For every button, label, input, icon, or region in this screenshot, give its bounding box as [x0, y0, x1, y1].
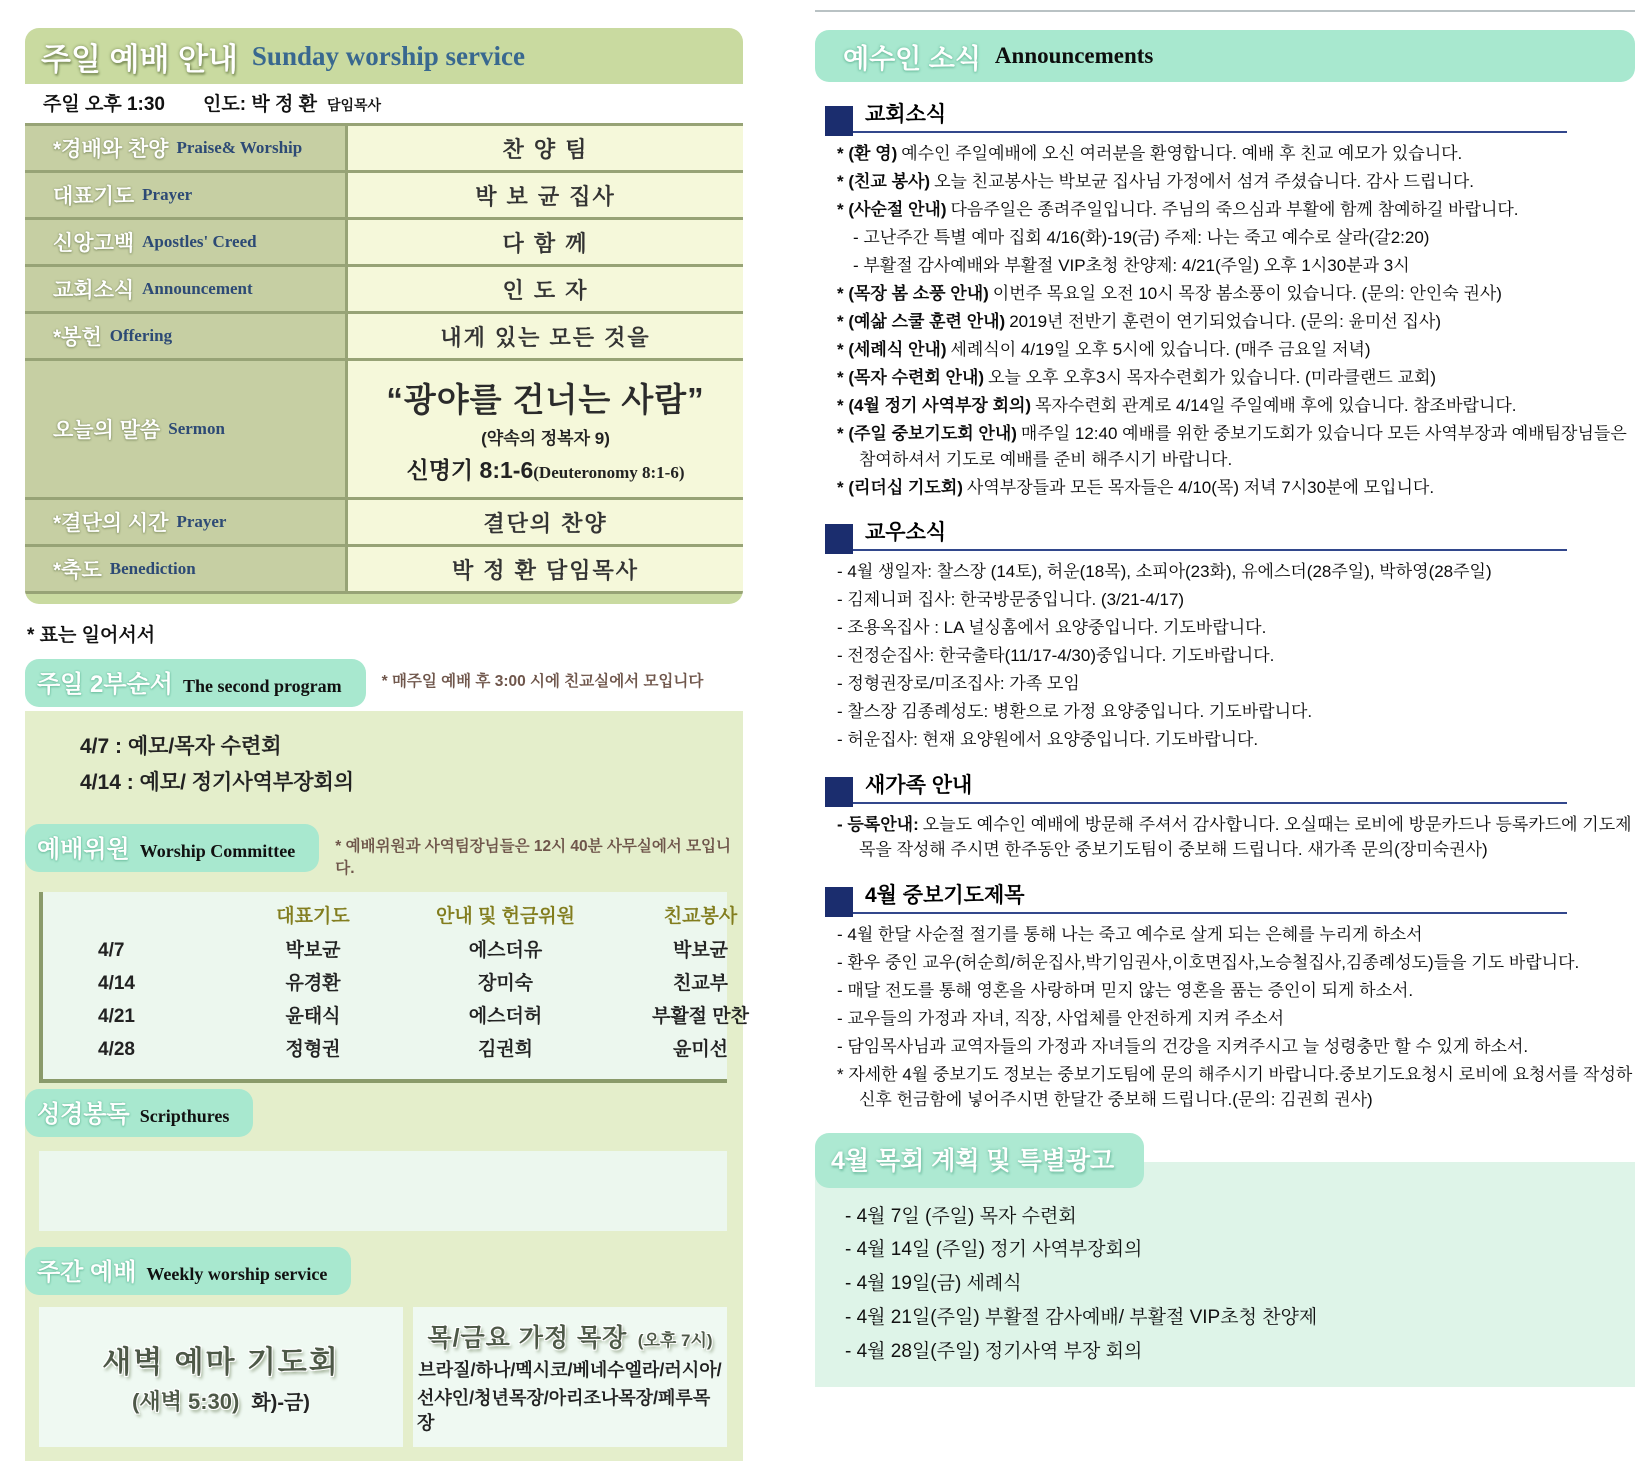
announcement-item: - 김제니퍼 집사: 한국방문중입니다. (3/21-4/17)	[837, 590, 1185, 609]
announcement-item: * (사순절 안내) 다음주일은 종려주일입니다. 주님의 죽으심과 부활에 함께 참예하길 바랍니다.	[837, 200, 1519, 219]
worship-order-table	[25, 123, 743, 594]
announcement-item: * (주일 중보기도회 안내) 매주일 12:40 예배를 위한 중보기도회가 있습니다 모든 사역부장과 예배팀장님들은 참여하셔서 기도로 예배를 준비 해주시기 바랍니다.	[837, 424, 1627, 469]
order-label-en: Prayer	[176, 512, 227, 531]
order-label-en: Praise& Worship	[176, 138, 303, 157]
order-value: 내게 있는 모든 것을	[348, 314, 743, 358]
order-label-ko: 대표기도	[53, 185, 135, 208]
committee-rows	[43, 934, 750, 1067]
section-church-news	[815, 98, 1635, 500]
mokjang-time: (오후 7시)	[637, 1331, 713, 1351]
dawn-prayer-days: 화)-금)	[251, 1392, 310, 1415]
order-label-en: Offering	[109, 326, 173, 345]
order-label-ko: *결단의 시간	[53, 512, 169, 535]
order-row	[25, 126, 743, 170]
program-item: 4/14 : 예모/ 정기사역부장회의	[80, 770, 355, 794]
mokjang-groups-line1: 브라질/하나/멕시코/베네수엘라/러시아/	[418, 1360, 722, 1381]
scripture-reading-panel	[39, 1151, 727, 1231]
announcement-item: - 교우들의 가정과 자녀, 직장, 사업체를 안전하게 지켜 주소서	[837, 1008, 1285, 1028]
worship-committee-table	[39, 892, 750, 1082]
page-title-english: Sunday worship service	[251, 40, 525, 71]
order-label-ko: *봉헌	[53, 326, 102, 349]
dawn-prayer-time: (새벽 5:30)	[132, 1389, 240, 1415]
order-label-en: Benediction	[109, 559, 196, 578]
mokjang-title: 목/금요 가정 목장	[427, 1324, 628, 1353]
order-label-ko: 교회소식	[53, 279, 135, 302]
member-news-list	[821, 559, 1635, 753]
announcements-title-english: Announcements	[994, 43, 1154, 68]
order-label-en: Prayer	[142, 185, 193, 204]
announcements-column	[815, 10, 1635, 1387]
announcement-item: * (환 영) 예수인 주일예배에 오신 여러분을 환영합니다. 예배 후 친교 예모가 있습니다.	[837, 144, 1463, 163]
announcement-item: - 허운집사: 현재 요양원에서 요양중입니다. 기도바랍니다.	[837, 730, 1259, 749]
service-leader: 인도: 박 정 환	[203, 94, 317, 115]
section-title: 새가족 안내	[865, 773, 973, 797]
announcement-item: - 정형권장로/미조집사: 가족 모임	[837, 674, 1080, 693]
order-row	[25, 547, 743, 591]
service-leader-role: 담임목사	[326, 97, 382, 113]
section-title: 4월 중보기도제목	[865, 883, 1025, 907]
second-program-header	[25, 659, 743, 707]
order-row	[25, 500, 743, 544]
special-item: - 4월 7일 (주일) 목자 수련회	[845, 1205, 1077, 1227]
announcement-item: - 전정순집사: 한국출타(11/17-4/30)중입니다. 기도바랍니다.	[837, 646, 1275, 665]
second-program-list	[25, 717, 743, 818]
order-value: 박 정 환 담임목사	[348, 547, 743, 591]
committee-row: 4/14 유경환 장미숙 친교부	[98, 972, 729, 994]
sermon-subtitle: (약속의 정복자 9)	[481, 428, 610, 448]
section-newcomer	[815, 769, 1635, 863]
scripture-reading-badge: 성경봉독 Scripthures	[25, 1089, 253, 1137]
order-row	[25, 314, 743, 358]
section-prayer-topics	[815, 879, 1635, 1113]
special-item: - 4월 14일 (주일) 정기 사역부장회의	[845, 1239, 1143, 1261]
order-label-ko: 신앙고백	[53, 232, 135, 255]
order-label-ko: *축도	[53, 559, 102, 582]
order-row	[25, 220, 743, 264]
committee-row: 4/28 정형권 김권희 윤미선	[98, 1039, 729, 1061]
section-square-icon	[825, 887, 853, 917]
worship-committee-note: * 예배위원과 사역팀장님들은 12시 40분 사무실에서 모입니다.	[335, 838, 731, 878]
sermon-row	[25, 361, 743, 497]
church-news-list	[821, 141, 1635, 500]
sunday-worship-card	[25, 28, 743, 604]
special-item: - 4월 19일(금) 세례식	[845, 1273, 1022, 1295]
announcement-item: - 찰스장 김종례성도: 병환으로 가정 요양중입니다. 기도바랍니다.	[837, 702, 1313, 721]
committee-header-row: 대표기도 안내 및 헌금위원 친교봉사	[276, 906, 738, 928]
sermon-scripture: 신명기 8:1-6(Deuteronomy 8:1-6)	[406, 456, 685, 483]
order-value: 박 보 균 집사	[348, 173, 743, 217]
lower-left-panel	[25, 711, 750, 1461]
order-label-en: Apostles' Creed	[142, 232, 257, 251]
announcement-item: * (친교 봉사) 오늘 친교봉사는 박보균 집사님 가정에서 섬겨 주셨습니다. 감사 드립니다.	[837, 172, 1474, 191]
committee-row: 4/21 윤태식 에스더허 부활절 만찬	[98, 1006, 750, 1028]
section-square-icon	[825, 106, 853, 136]
dawn-prayer-box	[39, 1307, 403, 1447]
announcements-title-korean: 예수인 소식	[843, 43, 981, 74]
sunday-worship-header	[25, 28, 743, 84]
top-divider	[815, 10, 1635, 12]
order-value: 결단의 찬양	[348, 500, 743, 544]
announcement-item: - 4월 한달 사순절 절기를 통해 나는 죽고 예수로 살게 되는 은혜를 누리게 하소서	[837, 924, 1423, 944]
announcement-item: - 매달 전도를 통해 영혼을 사랑하며 믿지 않는 영혼을 품는 증인이 되게 하소서.	[837, 980, 1414, 1000]
order-value: 찬 양 팀	[348, 126, 743, 170]
order-row	[25, 267, 743, 311]
dawn-prayer-title: 새벽 예마 기도회	[102, 1346, 340, 1380]
announcement-item: * (목자 수련회 안내) 오늘 오후 오후3시 목자수련회가 있습니다. (미라클랜드 교회)	[837, 368, 1437, 387]
section-special-announcements	[815, 1133, 1635, 1387]
announcement-item: - 등록안내: 오늘도 예수인 예배에 방문해 주셔서 감사합니다. 오실때는 로비에 방문카드나 등록카드에 기도제목을 작성해 주시면 한주동안 중보기도팀이 중보해 드립니다. 새가족 문의(장미숙권사)	[837, 814, 1632, 859]
sermon-detail	[348, 361, 743, 497]
service-time: 주일 오후 1:30	[43, 94, 166, 115]
announcement-item: - 4월 생일자: 찰스장 (14토), 허운(18목), 소피아(23화), 유에스더(28주일), 박하영(28주일)	[837, 562, 1492, 581]
order-row	[25, 173, 743, 217]
section-member-news	[815, 516, 1635, 753]
standing-note: * 표는 일어서서	[27, 625, 156, 646]
newcomer-list	[821, 812, 1635, 863]
announcement-item: - 고난주간 특별 예마 집회 4/16(화)-19(금) 주제: 나는 죽고 예수로 살라(갈2:20)	[853, 228, 1430, 247]
committee-row: 4/7 박보균 에스더유 박보균	[98, 939, 729, 961]
special-item: - 4월 21일(주일) 부활절 감사예배/ 부활절 VIP초청 찬양제	[845, 1306, 1318, 1328]
special-announcements-title: 4월 목회 계획 및 특별광고	[831, 1146, 1115, 1175]
second-program-note: * 매주일 예배 후 3:00 시에 친교실에서 모입니다	[381, 673, 704, 690]
scripture-reading-header	[25, 1089, 743, 1137]
order-label-ko: 오늘의 말씀	[53, 419, 161, 442]
weekly-worship-boxes	[39, 1307, 727, 1447]
announcement-item: - 담임목사님과 교역자들의 가정과 자녀들의 건강을 지켜주시고 늘 성령충만 할 수 있게 하소서.	[837, 1036, 1529, 1056]
mokjang-groups-line2: 선샤인/청년목장/아리조나목장/페루목장	[417, 1388, 711, 1433]
announcement-item: * 자세한 4월 중보기도 정보는 중보기도팀에 문의 해주시기 바랍니다.중보기도요청시 로비에 요청서를 작성하신후 헌금함에 넣어주시면 한달간 중보해 드립니다.(문의: 김권희 권사)	[837, 1064, 1633, 1109]
announcement-item: - 부활절 감사예배와 부활절 VIP초청 찬양제: 4/21(주일) 오후 1시30분과 3시	[853, 256, 1410, 275]
order-label-en: Announcement	[142, 279, 253, 298]
section-title: 교회소식	[865, 103, 947, 126]
order-label-ko: *경배와 찬양	[53, 138, 169, 161]
announcement-item: * (예삶 스쿨 훈련 안내) 2019년 전반기 훈련이 연기되었습니다. (문의: 윤미선 집사)	[837, 312, 1442, 331]
announcement-item: * (4월 정기 사역부장 회의) 목자수련회 관계로 4/14일 주일예배 후에 있습니다. 참조바랍니다.	[837, 396, 1517, 415]
announcement-item: * (목장 봄 소풍 안내) 이번주 목요일 오전 10시 목장 봄소풍이 있습니다. (문의: 안인숙 권사)	[837, 284, 1502, 303]
announcement-item: - 환우 중인 교우(허순희/허운집사,박기임권사,이호면집사,노승철집사,김종례성도)들을 기도 바랍니다.	[837, 952, 1580, 972]
sermon-title: “광야를 건너는 사람”	[386, 380, 705, 418]
announcements-header	[815, 30, 1635, 82]
home-mokjang-box	[413, 1307, 727, 1447]
order-label-en: Sermon	[168, 419, 225, 438]
service-time-row	[25, 84, 743, 123]
order-value: 다 함 께	[348, 220, 743, 264]
announcement-item: * (리더십 기도회) 사역부장들과 모든 목자들은 4/10(목) 저녁 7시30분에 모입니다.	[837, 477, 1435, 497]
weekly-worship-header	[25, 1247, 743, 1295]
weekly-worship-badge: 주간 예배 Weekly worship service	[25, 1247, 351, 1295]
worship-committee-badge: 예배위원 Worship Committee	[25, 824, 319, 872]
section-square-icon	[825, 777, 853, 807]
section-title: 교우소식	[865, 521, 947, 544]
special-item: - 4월 28일(주일) 정기사역 부장 회의	[845, 1340, 1143, 1362]
special-announcements-list	[815, 1162, 1635, 1387]
program-item: 4/7 : 예모/목자 수련회	[80, 735, 282, 758]
announcement-item: * (세례식 안내) 세례식이 4/19일 오후 5시에 있습니다. (매주 금요일 저녁)	[837, 340, 1371, 359]
page-title-korean: 주일 예배 안내	[41, 41, 238, 77]
order-value: 인 도 자	[348, 267, 743, 311]
special-announcements-badge	[815, 1133, 1144, 1188]
section-square-icon	[825, 524, 853, 554]
worship-committee-header	[25, 824, 743, 878]
announcement-item: - 조용옥집사 : LA 널싱홈에서 요양중입니다. 기도바랍니다.	[837, 618, 1267, 637]
second-program-badge: 주일 2부순서 The second program	[25, 659, 366, 707]
worship-guide-column	[25, 28, 750, 1461]
prayer-topics-list	[821, 922, 1635, 1113]
